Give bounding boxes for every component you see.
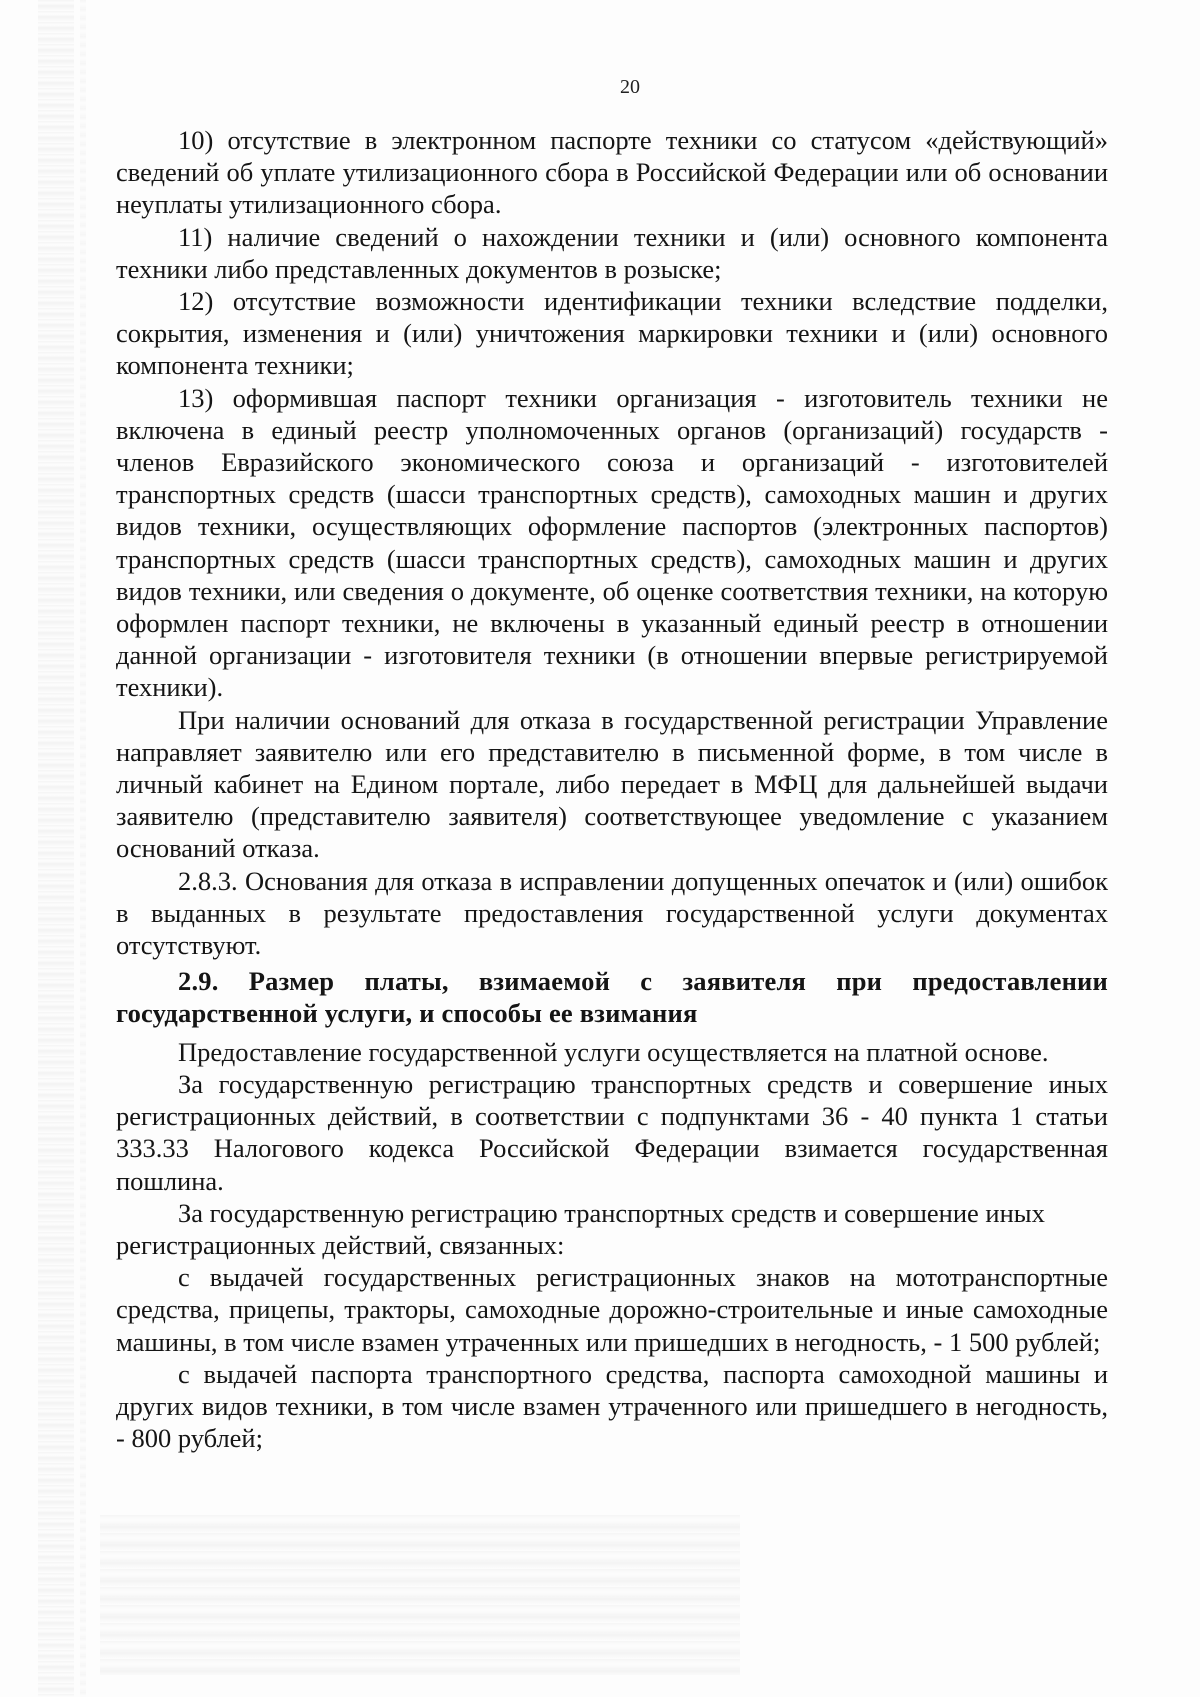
page-number: 20 xyxy=(620,76,640,98)
scan-noise-left xyxy=(38,0,74,1697)
list-item-13: 13) оформившая паспорт техники организация - изготовитель техники не включена в единый реестр уполномоченных органов (организаций) государств - членов Евразийского экономического союза и организаций - изготовителей транспортных средств (шасси транспортных средств), самоходных машин и других видов техники, осуществляющих оформление паспортов (электронных паспортов) транспортных средств (шасси транспортных средств), самоходных машин и других видов техники, или сведения о документе, об оценке соответствия техники, на которую оформлен паспорт техники, не включены в указанный единый реестр в отношении данной организации - изготовителя техники (в отношении впервые регистрируемой техники). xyxy=(116,382,1108,703)
scan-noise-bottom xyxy=(100,1515,740,1675)
passport-fee-paragraph: с выдачей паспорта транспортного средства, паспорта самоходной машины и других видов техники, в том числе взамен утраченного или пришедшего в негодность, - 800 рублей; xyxy=(116,1358,1108,1454)
plates-fee-paragraph: с выдачей государственных регистрационных знаков на мототранспортные средства, прицепы, тракторы, самоходные дорожно-строительные и иные самоходные машины, в том числе взамен утраченных или пришедших в негодность, - 1 500 рублей; xyxy=(116,1262,1108,1357)
document-body xyxy=(116,124,1108,1454)
state-duty-paragraph: За государственную регистрацию транспортных средств и совершение иных регистрационных действий, в соответствии с подпунктами 36 - 40 пункта 1 статьи 333.33 Налогового кодекса Российской Федерации взимается государственная пошлина. xyxy=(116,1068,1108,1196)
refusal-notification-paragraph: При наличии оснований для отказа в государственной регистрации Управление направляет заявителю или его представителю в письменной форме, в том числе в личный кабинет на Едином портале, либо передает в МФЦ для дальнейшей выдачи заявителю (представителю заявителя) соответствующее уведомление с указанием оснований отказа. xyxy=(116,704,1108,864)
section-2-9-heading: 2.9. Размер платы, взимаемой с заявителя при предоставлении государственной услуги, и способы ее взимания xyxy=(116,966,1108,1029)
section-2-8-3-paragraph: 2.8.3. Основания для отказа в исправлении допущенных опечаток и (или) ошибок в выданных в результате предоставления государственной услуги документах отсутствуют. xyxy=(116,865,1108,961)
list-item-11: 11) наличие сведений о нахождении техники и (или) основного компонента техники либо представленных документов в розыске; xyxy=(116,221,1108,284)
paid-basis-paragraph: Предоставление государственной услуги осуществляется на платной основе. xyxy=(178,1036,1049,1067)
registration-actions-paragraph: За государственную регистрацию транспортных средств и совершение иных регистрационных действий, связанных: xyxy=(116,1197,1045,1260)
scan-noise-left-secondary xyxy=(80,0,86,1697)
list-item-12: 12) отсутствие возможности идентификации техники вследствие подделки, сокрытия, изменения и (или) уничтожения маркировки техники и (или) основного компонента техники; xyxy=(116,286,1108,381)
list-item-10: 10) отсутствие в электронном паспорте техники со статусом «действующий» сведений об уплате утилизационного сбора в Российской Федерации или об основании неуплаты утилизационного сбора. xyxy=(116,125,1108,220)
